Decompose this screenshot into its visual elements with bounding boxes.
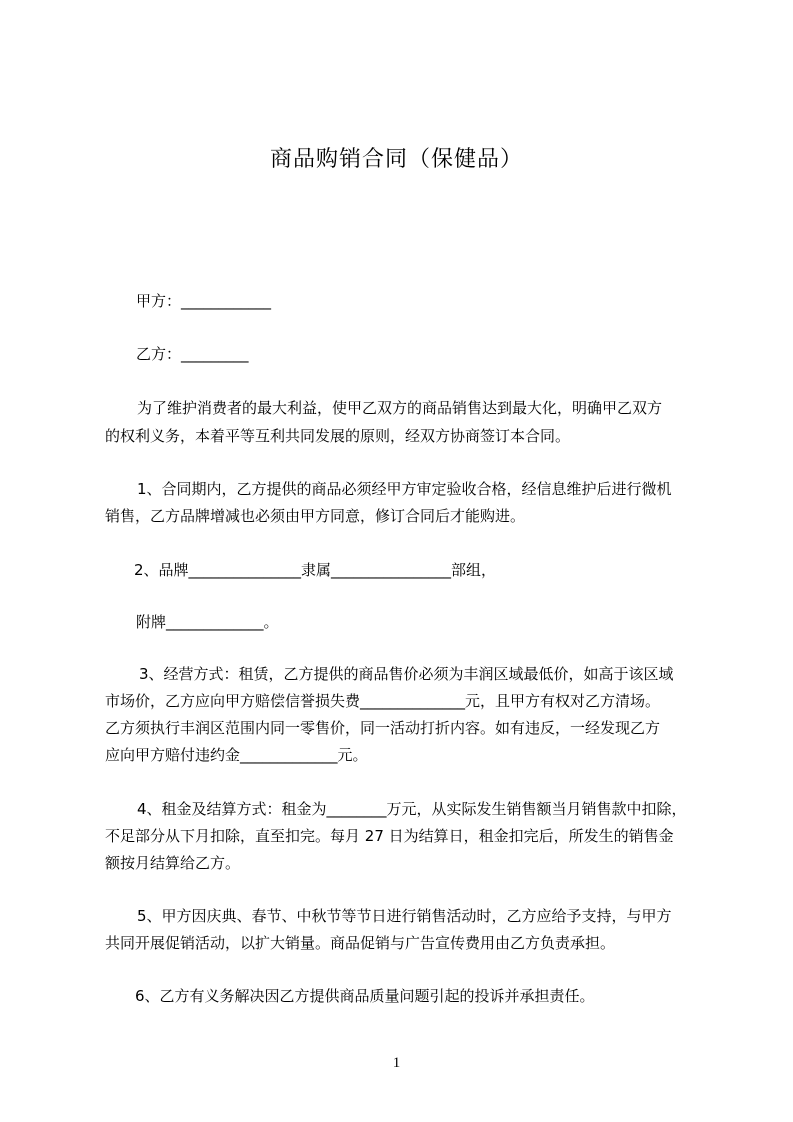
clause-3-line-1: 3、经营方式：租赁，乙方提供的商品售价必须为丰润区域最低价，如高于该区域 [139,665,674,683]
clause-3-line-4: 应向甲方赔付违约金_____________元。 [105,746,368,764]
clause-4-line-2-text: 不足部分从下月扣除，直至扣完。每月 27 日为结算日，租金扣完后，所发生的销售金 [105,827,674,845]
clause-6-line-1: 6、乙方有义务解决因乙方提供商品质量问题引起的投诉并承担责任。 [135,987,595,1005]
clause-4-line-2 [105,825,699,847]
clause-3-line-3: 乙方须执行丰润区范围内同一零售价，同一活动打折内容。如有违反，一经发现乙方 [105,719,661,737]
intro-line-1: 为了维护消费者的最大利益，使甲乙双方的商品销售达到最大化，明确甲乙双方 [137,399,663,417]
clause-3-line-2: 市场价，乙方应向甲方赔偿信誉损失费______________元，且甲方有权对乙方清场。 [105,692,661,710]
party-a-line: 甲方：____________ [136,292,272,310]
clause-4-line-3: 额按月结算给乙方。 [105,854,241,872]
page-number: 1 [392,1055,401,1071]
clause-4-line-1: 4、租金及结算方式：租金为________万元，从实际发生销售额当月销售款中扣除， [137,800,687,818]
page-title: 商品购销合同（保健品） [269,147,523,172]
clause-1-line-1: 1、合同期内，乙方提供的商品必须经甲方审定验收合格，经信息维护后进行微机 [137,480,672,498]
intro-line-2: 的权利义务，本着平等互利共同发展的原则，经双方协商签订本合同。 [105,427,571,445]
clause-2-line-1: 2、品牌_______________隶属________________部组， [134,561,497,579]
party-b-line: 乙方：_________ [136,345,249,363]
clause-5-line-2: 共同开展促销活动，以扩大销量。商品促销与广告宣传费用由乙方负责承担。 [105,934,616,952]
clause-1-line-2: 销售，乙方品牌增减也必须由甲方同意，修订合同后才能购进。 [105,507,526,525]
clause-5-line-1: 5、甲方因庆典、春节、中秋节等节日进行销售活动时，乙方应给予支持，与甲方 [137,907,672,925]
clause-2-line-2: 附牌_____________。 [136,613,279,631]
